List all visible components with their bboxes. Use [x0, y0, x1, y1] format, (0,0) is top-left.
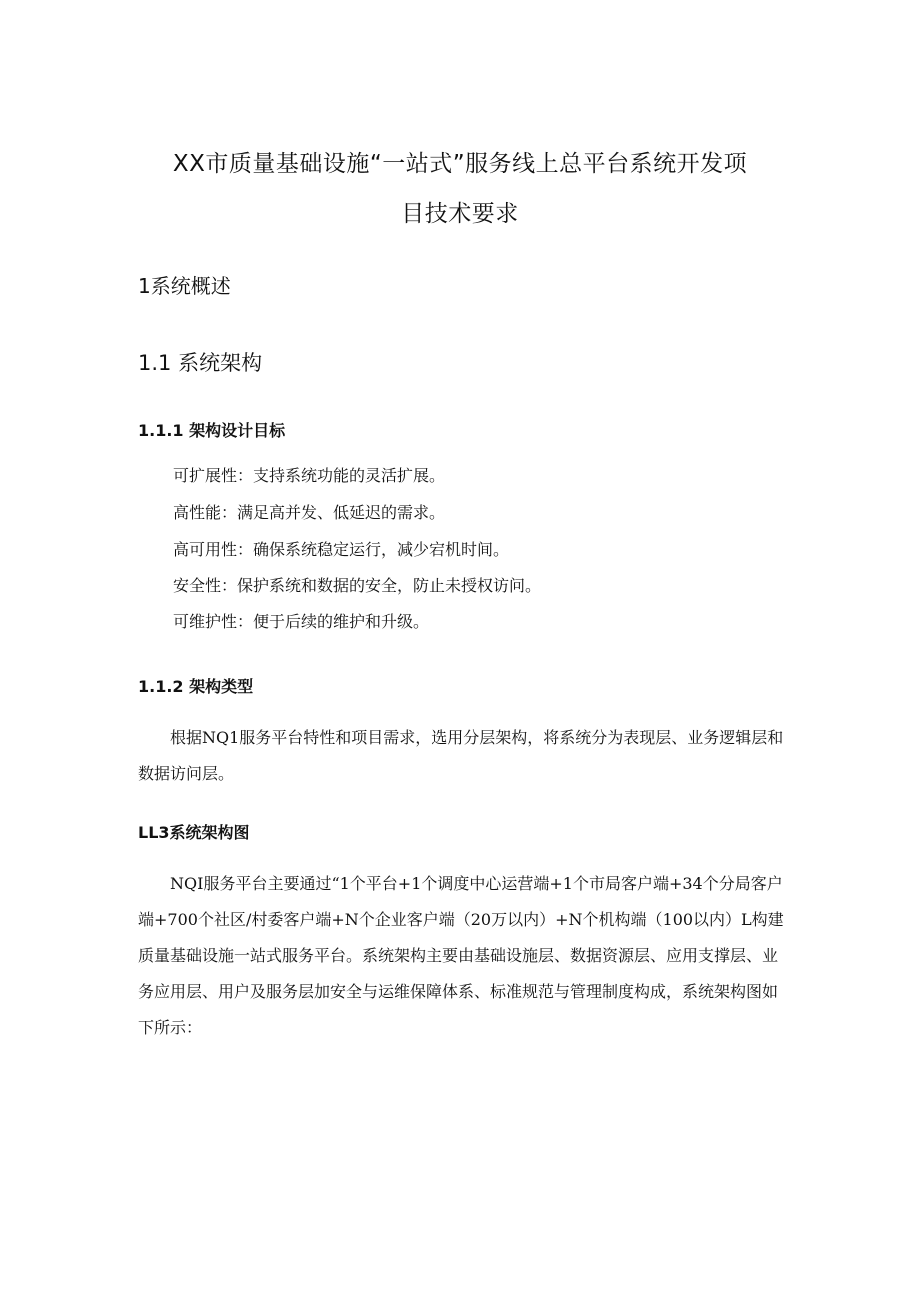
document-title-line-2: 目技术要求 [401, 201, 519, 227]
goal-item-scalability: 可扩展性：支持系统功能的灵活扩展。 [173, 466, 446, 485]
section-heading-1-1: 1.1 系统架构 [138, 351, 263, 375]
goal-item-availability: 高可用性：确保系统稳定运行，减少宕机时间。 [173, 540, 510, 559]
section-heading-1: 1系统概述 [138, 274, 231, 298]
goal-item-security: 安全性：保护系统和数据的安全，防止未授权访问。 [173, 576, 542, 595]
section-heading-1-1-1: 1.1.1 架构设计目标 [138, 421, 286, 440]
section-heading-1-1-2: 1.1.2 架构类型 [138, 677, 254, 696]
architecture-diagram-paragraph: NQI服务平台主要通过“1个平台+1个调度中心运营端+1个市局客户端+34个分局客户端+700个社区/村委客户端+N个企业客户端（20万以内）+N个机构端（100以内）L构建质量基础设施一站式服务平台。系统架构主要由基础设施层、数据资源层、应用支撑层、业务应用层、用户及服务层加安全与运维保障体系、标准规范与管理制度构成，系统架构图如下所示： [138, 874, 784, 1037]
section-heading-1-1-3: LL3系统架构图 [138, 823, 250, 842]
goal-item-performance: 高性能：满足高并发、低延迟的需求。 [173, 503, 446, 522]
architecture-type-paragraph: 根据NQ1服务平台特性和项目需求，选用分层架构，将系统分为表现层、业务逻辑层和数据访问层。 [138, 728, 784, 783]
document-title-line-1: XX市质量基础设施“一站式”服务线上总平台系统开发项 [172, 151, 748, 177]
goal-item-maintainability: 可维护性：便于后续的维护和升级。 [173, 612, 430, 631]
